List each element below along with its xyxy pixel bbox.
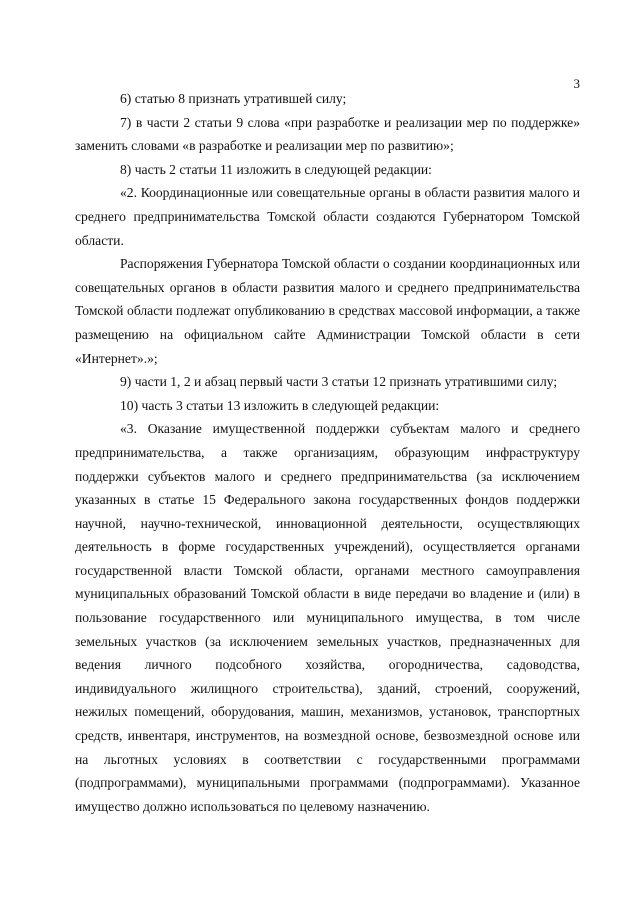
- quoted-article-11-part-2: «2. Координационные или совещательные органы в области развития малого и среднего предпринимательства Томской области создаются Губернатором Томской области.: [75, 185, 580, 248]
- paragraph-item-8: 8) часть 2 статьи 11 изложить в следующей редакции:: [120, 161, 432, 177]
- paragraph-item-9: 9) части 1, 2 и абзац первый части 3 статьи 12 признать утратившими силу;: [120, 374, 558, 390]
- quoted-article-11-paragraph-2: Распоряжения Губернатора Томской области о создании координационных или совещательных органов в области развития малого и среднего предпринимательства Томской области подлежат опубликованию в средствах массовой информации, а также размещению на официальном сайте Администрации Томской области в сети «Интернет».»;: [75, 256, 580, 366]
- paragraph-item-6: 6) статью 8 признать утратившей силу;: [120, 91, 347, 106]
- document-body: [75, 87, 580, 818]
- paragraph-item-7: 7) в части 2 статьи 9 слова «при разработке и реализации мер по поддержке» заменить словами «в разработке и реализации мер по развитию»;: [75, 114, 580, 154]
- page-number: 3: [573, 76, 580, 91]
- paragraph-item-10: 10) часть 3 статьи 13 изложить в следующей редакции:: [120, 397, 440, 413]
- quoted-article-13-part-3: «3. Оказание имущественной поддержки субъектам малого и среднего предпринимательства, а также организациям, образующим инфраструктуру поддержки субъектов малого и среднего предпринимательства (за исключением указанных в статье 15 Федерального закона государственных фондов поддержки научной, научно-технической, инновационной деятельности, осуществляющих деятельность в форме государственных учреждений), осуществляется органами государственной власти Томской области, органами местного самоуправления муниципальных образований Томской области в виде передачи во владение и (или) в пользование государственного или муниципального имущества, в том числе земельных участков (за исключением земельных участков, предназначенных для ведения личного подсобного хозяйства, огородничества, садоводства, индивидуального жилищного строительства), зданий, строений, сооружений, нежилых помещений, оборудования, машин, механизмов, установок, транспортных средств, инвентаря, инструментов, на возмездной основе, безвозмездной основе или на льготных условиях в соответствии с государственными программами (подпрограммами), муниципальными программами (подпрограммами). Указанное имущество должно использоваться по целевому назначению.: [75, 421, 580, 814]
